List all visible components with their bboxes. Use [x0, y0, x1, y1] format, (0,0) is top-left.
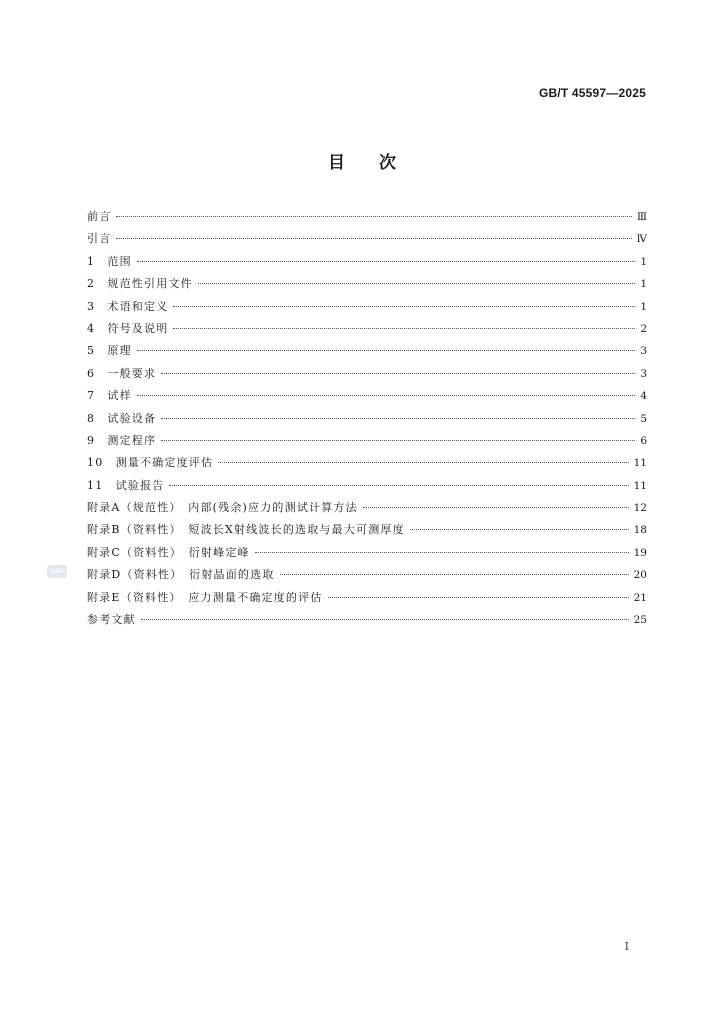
- toc-leader-dots: [161, 418, 635, 419]
- toc-leader-dots: [137, 261, 636, 262]
- toc-entry-label: 8 试验设备: [87, 411, 157, 425]
- toc-title-char-2: 次: [379, 153, 396, 173]
- toc-entry-label: 4 符号及说明: [87, 321, 169, 335]
- toc-entry-page: 1: [640, 300, 647, 313]
- toc-entry-annex-d[interactable]: [87, 564, 647, 586]
- toc-leader-dots: [173, 306, 635, 307]
- toc-entry-page: 1: [640, 255, 647, 268]
- toc-leader-dots: [116, 238, 631, 239]
- toc-entry-label: 附录E（资料性） 应力测量不确定度的评估: [87, 590, 323, 604]
- toc-leader-dots: [363, 507, 629, 508]
- toc-leader-dots: [280, 574, 629, 575]
- toc-entry-page: 2: [640, 322, 647, 335]
- toc-entry-label: 1 范围: [87, 254, 132, 268]
- toc-entry-label: 附录D（资料性） 衍射晶面的选取: [87, 568, 275, 582]
- toc-leader-dots: [410, 529, 629, 530]
- toc-entry-label: 附录C（资料性） 衍射峰定峰: [87, 545, 250, 559]
- toc-entry-page: 11: [633, 457, 647, 470]
- toc-leader-dots: [198, 283, 636, 284]
- toc-entry-page: 25: [633, 614, 647, 627]
- toc-leader-dots: [137, 395, 636, 396]
- toc-entry-page: 12: [633, 502, 647, 515]
- toc-entry-label: 6 一般要求: [87, 366, 157, 380]
- toc-entry-section-11[interactable]: [87, 475, 647, 497]
- toc-entry-annex-e[interactable]: [87, 587, 647, 609]
- toc-entry-page: 6: [640, 434, 647, 447]
- toc-entry-annex-c[interactable]: [87, 542, 647, 564]
- toc-entry-page: Ⅲ: [636, 211, 647, 223]
- toc-entry-annex-a[interactable]: [87, 497, 647, 519]
- toc-entry-label: 7 试样: [87, 389, 132, 403]
- toc-entry-page: 19: [633, 546, 647, 559]
- toc-title: [0, 148, 724, 173]
- toc-entry-introduction[interactable]: [87, 228, 647, 250]
- toc-leader-dots: [173, 328, 635, 329]
- toc-entry-bibliography[interactable]: [87, 609, 647, 631]
- toc-title-char-1: 目: [328, 153, 345, 173]
- toc-entry-page: 4: [640, 390, 647, 403]
- table-of-contents: [87, 206, 647, 631]
- toc-entry-page: Ⅳ: [636, 233, 647, 246]
- toc-entry-page: 21: [633, 591, 647, 604]
- toc-entry-label: 附录A（规范性） 内部(残余)应力的测试计算方法: [87, 501, 358, 515]
- toc-entry-label: 附录B（资料性） 短波长X射线波长的选取与最大可测厚度: [87, 523, 405, 537]
- toc-entry-label: 2 规范性引用文件: [87, 277, 193, 291]
- toc-leader-dots: [161, 373, 635, 374]
- toc-entry-section-9[interactable]: [87, 430, 647, 452]
- toc-entry-page: 5: [640, 412, 647, 425]
- toc-entry-label: 参考文献: [87, 613, 136, 627]
- toc-entry-page: 18: [633, 524, 647, 537]
- toc-entry-section-2[interactable]: [87, 273, 647, 295]
- toc-entry-label: 9 测定程序: [87, 433, 157, 447]
- toc-entry-foreword[interactable]: [87, 206, 647, 228]
- toc-entry-section-6[interactable]: [87, 363, 647, 385]
- standard-number: GB/T 45597—2025: [538, 86, 646, 100]
- toc-entry-label: 5 原理: [87, 344, 132, 358]
- toc-entry-section-1[interactable]: [87, 251, 647, 273]
- toc-entry-page: 3: [640, 345, 647, 358]
- toc-entry-section-5[interactable]: [87, 340, 647, 362]
- toc-entry-label: 10 测量不确定度评估: [87, 456, 214, 470]
- toc-entry-label: 3 术语和定义: [87, 299, 169, 313]
- toc-leader-dots: [141, 619, 629, 620]
- toc-entry-label: 引言: [87, 232, 112, 246]
- toc-leader-dots: [328, 597, 629, 598]
- watermark-logo: SAC: [47, 565, 67, 578]
- toc-entry-section-10[interactable]: [87, 452, 647, 474]
- toc-leader-dots: [218, 462, 628, 463]
- toc-entry-page: 3: [640, 367, 647, 380]
- page-number: I: [624, 940, 629, 953]
- toc-entry-page: 1: [640, 278, 647, 291]
- toc-entry-section-4[interactable]: [87, 318, 647, 340]
- toc-entry-page: 20: [633, 569, 647, 582]
- toc-leader-dots: [255, 552, 629, 553]
- toc-entry-section-7[interactable]: [87, 385, 647, 407]
- toc-entry-label: 11 试验报告: [87, 478, 165, 492]
- toc-entry-annex-b[interactable]: [87, 519, 647, 541]
- toc-leader-dots: [116, 216, 631, 217]
- toc-entry-label: 前言: [87, 210, 112, 223]
- toc-leader-dots: [169, 485, 628, 486]
- toc-entry-page: 11: [633, 479, 647, 492]
- toc-entry-section-3[interactable]: [87, 296, 647, 318]
- toc-leader-dots: [161, 440, 635, 441]
- toc-leader-dots: [137, 350, 636, 351]
- toc-entry-section-8[interactable]: [87, 408, 647, 430]
